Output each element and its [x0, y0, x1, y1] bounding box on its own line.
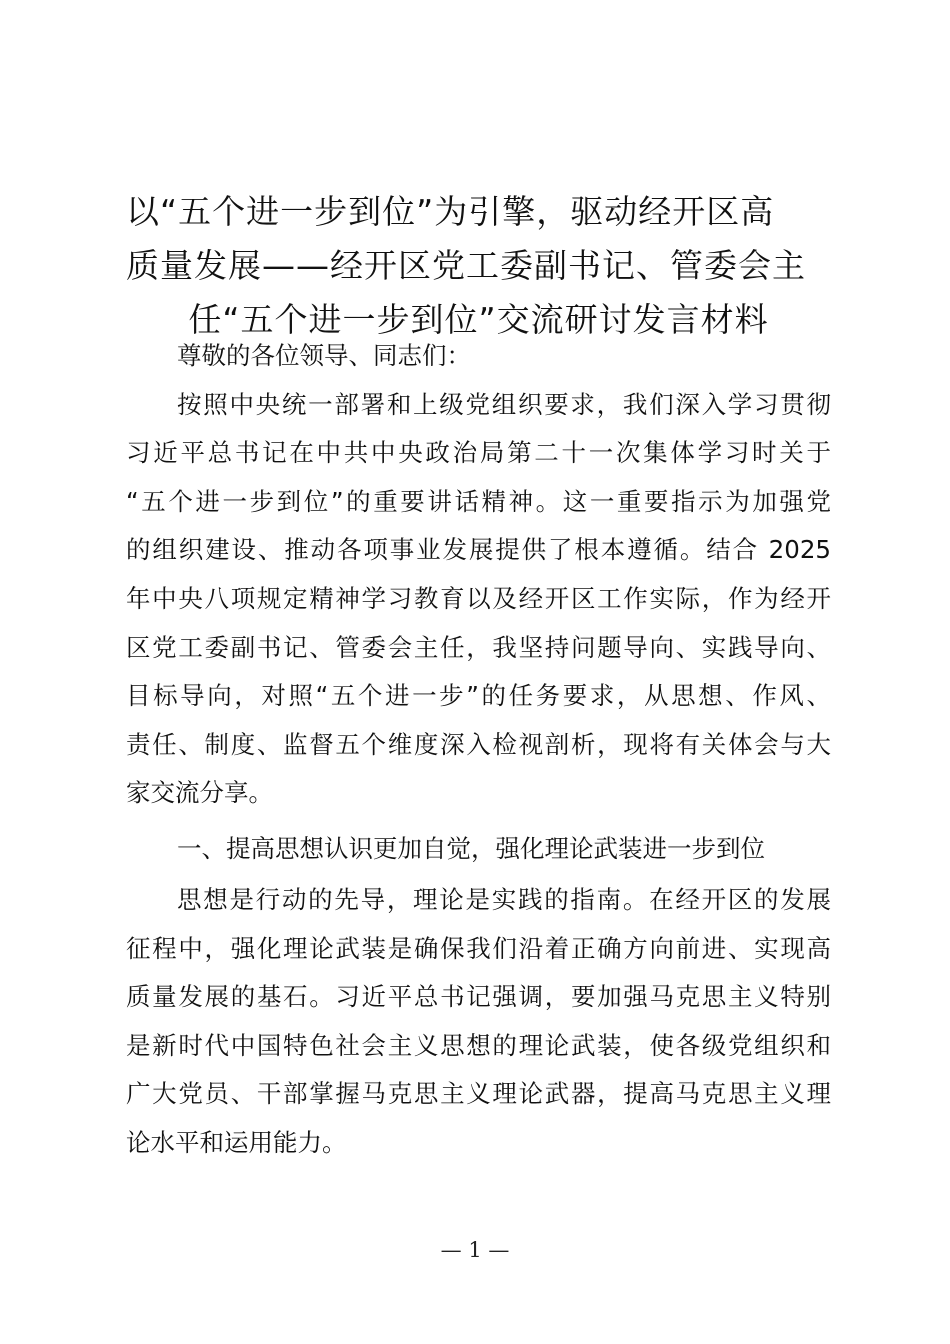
paragraph-section-1 — [126, 876, 831, 1168]
paragraph-line: 家交流分享。 — [126, 778, 273, 808]
paragraph-line: “五个进一步到位”的重要讲话精神。这一重要指示为加强党 — [126, 486, 831, 516]
title-line: 质量发展——经开区党工委副书记、管委会主 — [126, 246, 806, 285]
paragraph-line: 征程中，强化理论武装是确保我们沿着正确方向前进、实现高 — [126, 933, 831, 963]
paragraph-line: 广大党员、干部掌握马克思主义理论武器，提高马克思主义理 — [126, 1079, 831, 1109]
paragraph-line: 习近平总书记在中共中央政治局第二十一次集体学习时关于 — [126, 438, 831, 468]
paragraph-line: 年中央八项规定精神学习教育以及经开区工作实际，作为经开 — [126, 583, 831, 613]
paragraph-line: 思想是行动的先导，理论是实践的指南。在经开区的发展 — [177, 884, 831, 914]
title-line: 任“五个进一步到位”交流研讨发言材料 — [188, 300, 769, 339]
paragraph-line: 区党工委副书记、管委会主任，我坚持问题导向、实践导向、 — [126, 632, 831, 662]
page-number: — 1 — — [440, 1238, 510, 1262]
paragraph-intro — [126, 381, 831, 818]
paragraph-line: 责任、制度、监督五个维度深入检视剖析，现将有关体会与大 — [126, 729, 831, 759]
paragraph-line: 论水平和运用能力。 — [126, 1127, 347, 1157]
paragraph-line: 质量发展的基石。习近平总书记强调，要加强马克思主义特别 — [126, 982, 831, 1012]
salutation: 尊敬的各位领导、同志们： — [177, 341, 471, 370]
document-body — [126, 332, 831, 1168]
paragraph-line: 是新时代中国特色社会主义思想的理论武装，使各级党组织和 — [126, 1030, 831, 1060]
document-title — [126, 185, 831, 347]
title-line: 以“五个进一步到位”为引擎，驱动经开区高 — [126, 192, 775, 231]
paragraph-line: 的组织建设、推动各项事业发展提供了根本遵循。结合 2025 — [126, 535, 831, 565]
paragraph-line: 按照中央统一部署和上级党组织要求，我们深入学习贯彻 — [177, 389, 831, 419]
paragraph-line: 目标导向，对照“五个进一步”的任务要求，从思想、作风、 — [126, 681, 831, 711]
section-heading: 一、提高思想认识更加自觉，强化理论武装进一步到位 — [177, 833, 765, 863]
